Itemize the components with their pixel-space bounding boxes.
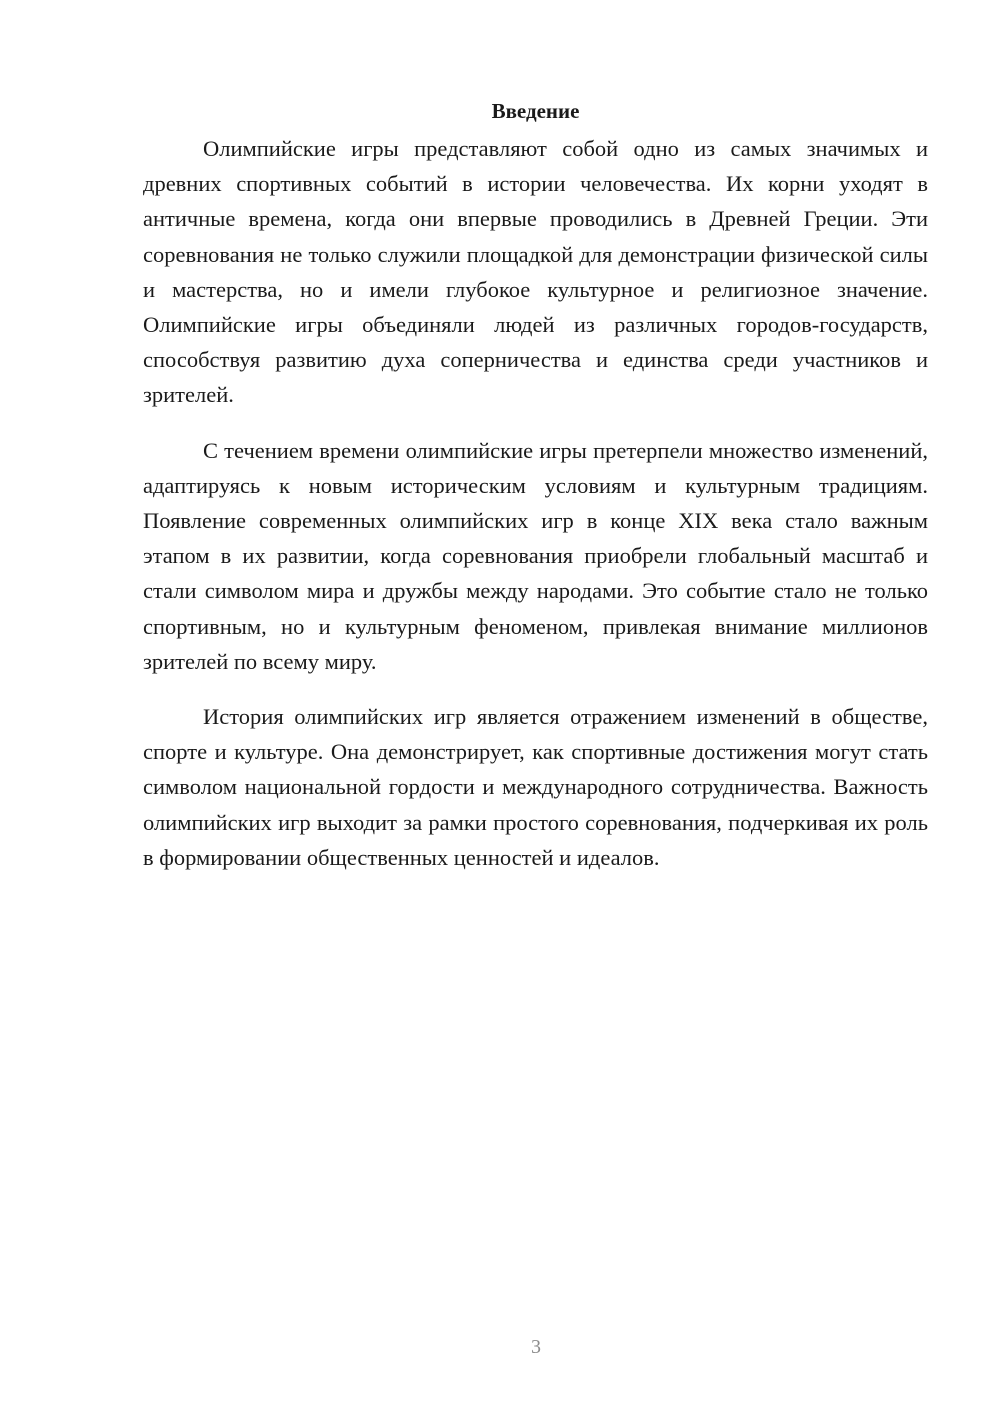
paragraph-1: Олимпийские игры представляют собой одно из самых значимых и древних спортивных событий в истории человечества. Их корни уходят в античные времена, когда они впервые проводились в Древней Греции. Эти соревнования не только служили площадкой для демонстрации физической силы и мастерства, но и имели глубокое культурное и религиозное значение. Олимпийские игры объединяли людей из различных городов-государств, способствуя развитию духа соперничества и единства среди участников и зрителей. (143, 136, 928, 408)
page-content (143, 93, 928, 875)
section-heading: Введение (491, 99, 580, 123)
paragraph-3: История олимпийских игр является отражением изменений в обществе, спорте и культуре. Она демонстрирует, как спортивные достижения могут стать символом национальной гордости и международного сотрудничества. Важность олимпийских игр выходит за рамки простого соревнования, подчеркивая их роль в формировании общественных ценностей и идеалов. (143, 704, 928, 870)
paragraph-2: С течением времени олимпийские игры претерпели множество изменений, адаптируясь к новым историческим условиям и культурным традициям. Появление современных олимпийских игр в конце XIX века стало важным этапом в их развитии, когда соревнования приобрели глобальный масштаб и стали символом мира и дружбы между народами. Это событие стало не только спортивным, но и культурным феноменом, привлекая внимание миллионов зрителей по всему миру. (143, 437, 928, 674)
page-number: 3 (531, 1336, 541, 1358)
